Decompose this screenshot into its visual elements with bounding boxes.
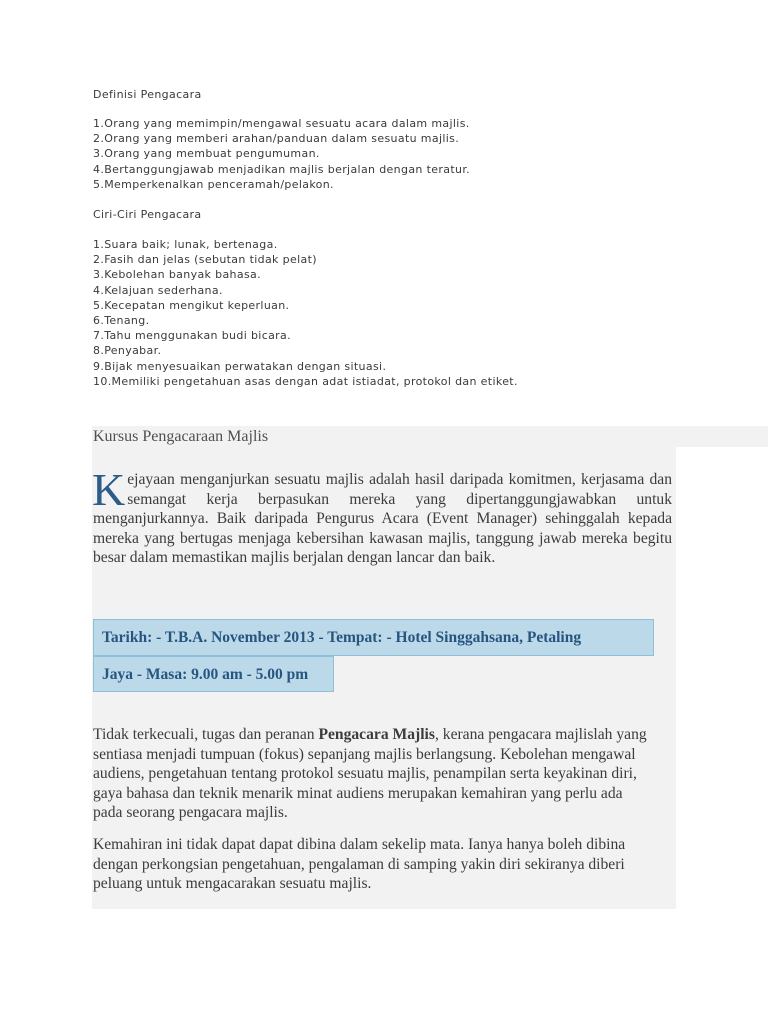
intro-text: ejayaan menganjurkan sesuatu majlis adalah hasil daripada komitmen, kerjasama dan semangat kerja berpasukan mereka yang dipertanggungjawabkan untuk menganjurkannya. Baik daripada Pengurus Acara (Event Manager) sehinggalah kepada mereka yang bertugas menjaga kebersihan kawasan majlis, tanggung jawab mereka begitu besar dalam memastikan majlis berjalan dengan lancar dan baik. xyxy=(93,471,672,566)
role-text-start: Tidak terkecuali, tugas dan peranan xyxy=(93,726,319,743)
skills-paragraph: Kemahiran ini tidak dapat dapat dibina dalam sekelip mata. Ianya hanya boleh dibina dengan perkongsian pengetahuan, pengalaman di samping yakin diri sekiranya diberi peluang untuk mengacarakan sesuatu majlis. xyxy=(93,836,626,892)
kursus-title: Kursus Pengacaraan Majlis xyxy=(93,428,269,445)
ciri-item: 7.Tahu menggunakan budi bicara. xyxy=(93,329,291,343)
definisi-item: 5.Memperkenalkan penceramah/pelakon. xyxy=(93,177,334,191)
drop-cap-letter: K xyxy=(92,464,126,515)
event-details-line-2: Jaya - Masa: 9.00 am - 5.00 pm xyxy=(93,656,334,692)
definisi-list xyxy=(93,116,470,192)
ciri-item: 6.Tenang. xyxy=(93,313,150,327)
ciri-title: Ciri-Ciri Pengacara xyxy=(93,208,202,221)
definisi-item: 2.Orang yang memberi arahan/panduan dalam sesuatu majlis. xyxy=(93,132,460,146)
kursus-intro-paragraph xyxy=(92,464,672,568)
ciri-item: 1.Suara baik; lunak, bertenaga. xyxy=(93,238,278,251)
event-details-line-1: Tarikh: - T.B.A. November 2013 - Tempat: - Hotel Singgahsana, Petaling xyxy=(93,619,654,656)
ciri-item: 9.Bijak menyesuaikan perwatakan dengan situasi. xyxy=(93,359,387,373)
definisi-item: 1.Orang yang memimpin/mengawal sesuatu acara dalam majlis. xyxy=(93,117,470,130)
definisi-item: 4.Bertanggungjawab menjadikan majlis berjalan dengan teratur. xyxy=(93,162,471,176)
role-paragraph xyxy=(93,725,653,823)
ciri-item: 2.Fasih dan jelas (sebutan tidak pelat) xyxy=(93,253,317,267)
definisi-item: 3.Orang yang membuat pengumuman. xyxy=(93,147,320,161)
role-text-end: , kerana pengacara majlislah yang sentiasa menjadi tumpuan (fokus) sepanjang majlis berlangsung. Kebolehan mengawal audiens, pengetahuan tentang protokol sesuatu majlis, penampilan serta keyakinan diri, gaya bahasa dan teknik menarik minat audiens merupakan kemahiran yang perlu ada pada seorang pengacara majlis. xyxy=(93,726,647,821)
ciri-item: 10.Memiliki pengetahuan asas dengan adat istiadat, protokol dan etiket. xyxy=(93,374,518,388)
ciri-list xyxy=(93,237,518,389)
definisi-title: Definisi Pengacara xyxy=(93,88,202,101)
ciri-item: 3.Kebolehan banyak bahasa. xyxy=(93,268,261,282)
role-text-bold: Pengacara Majlis xyxy=(318,726,435,743)
ciri-item: 8.Penyabar. xyxy=(93,344,162,358)
ciri-item: 5.Kecepatan mengikut keperluan. xyxy=(93,298,290,312)
ciri-item: 4.Kelajuan sederhana. xyxy=(93,283,223,297)
